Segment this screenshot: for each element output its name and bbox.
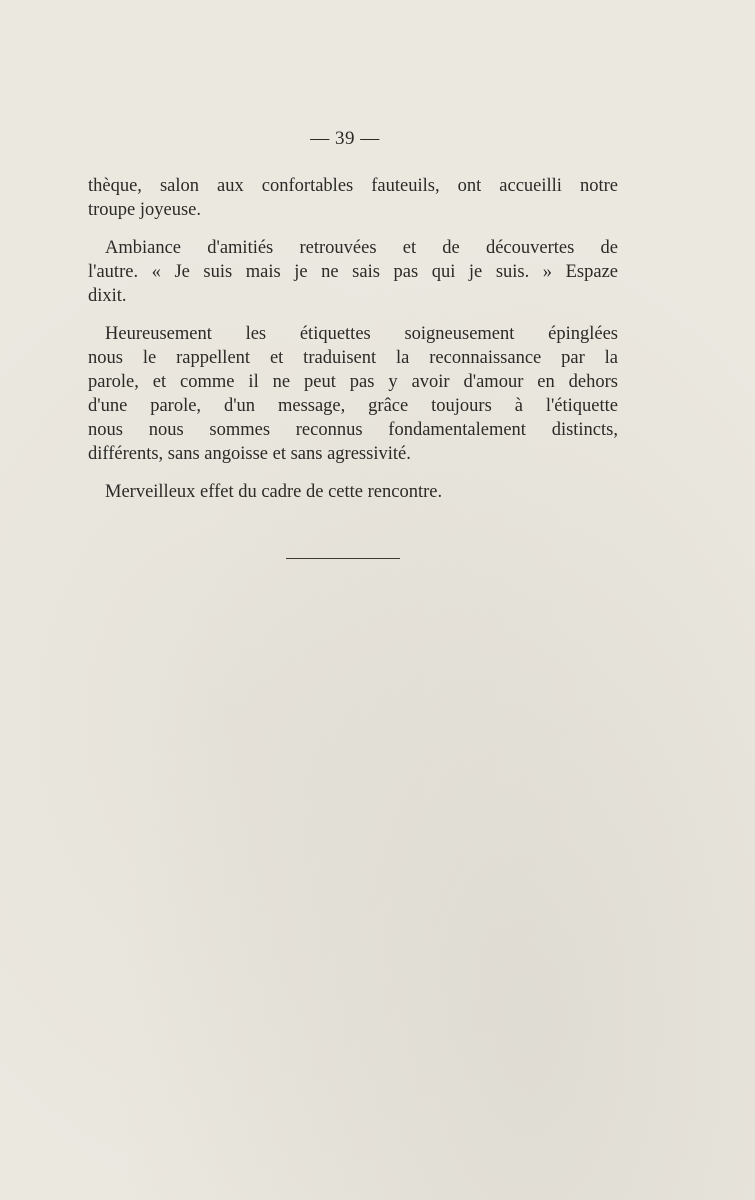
text-line: nous nous sommes reconnus fondamentalement distincts,: [88, 420, 618, 440]
body-text: [88, 174, 618, 518]
paragraph-4: [88, 480, 618, 504]
text-line: Heureusement les étiquettes soigneusement épinglées: [105, 324, 618, 344]
text-line: Ambiance d'amitiés retrouvées et de découvertes de: [105, 238, 618, 258]
text-line: Merveilleux effet du cadre de cette rencontre.: [105, 482, 443, 502]
section-divider: [286, 558, 400, 559]
text-line: troupe joyeuse.: [88, 200, 202, 220]
text-line: thèque, salon aux confortables fauteuils, ont accueilli notre: [88, 176, 618, 196]
text-line: d'une parole, d'un message, grâce toujours à l'étiquette: [88, 396, 618, 416]
paragraph-2: [88, 236, 618, 308]
text-line: dixit.: [88, 286, 127, 306]
text-line: parole, et comme il ne peut pas y avoir d'amour en dehors: [88, 372, 618, 392]
paragraph-3: [88, 322, 618, 466]
page-number: — 39 —: [310, 128, 380, 149]
text-line: différents, sans angoisse et sans agressivité.: [88, 444, 411, 464]
paragraph-1: [88, 174, 618, 222]
text-line: l'autre. « Je suis mais je ne sais pas qui je suis. » Espaze: [88, 262, 618, 282]
text-line: nous le rappellent et traduisent la reconnaissance par la: [88, 348, 618, 368]
